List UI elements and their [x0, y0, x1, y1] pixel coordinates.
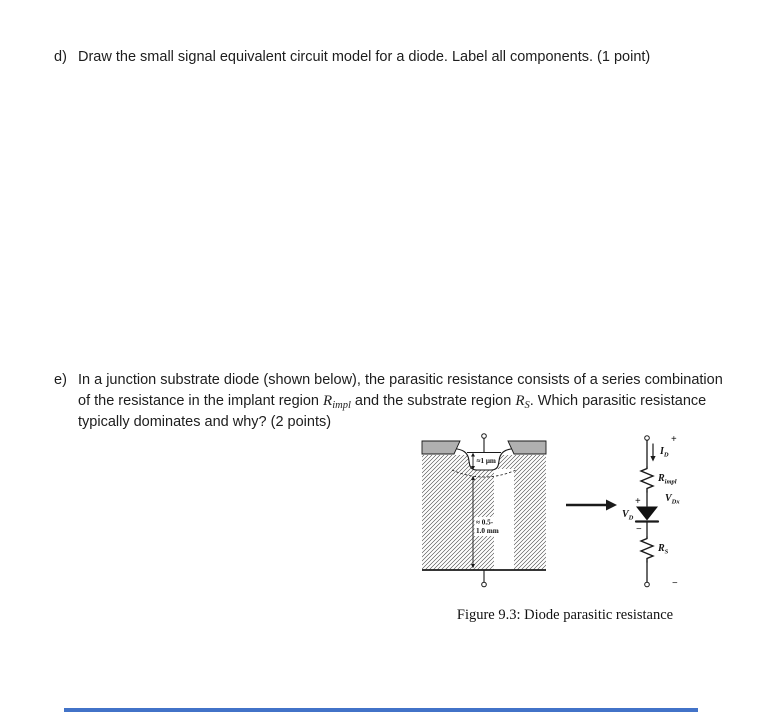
current-label: $I_D$	[660, 446, 669, 459]
math-r-s-sub: S	[524, 400, 530, 411]
resistor-rimpl-label: $R_{impl}$	[658, 473, 677, 486]
question-d-marker: d)	[54, 49, 67, 65]
contact-right	[508, 441, 546, 454]
question-e-line2	[78, 391, 723, 412]
vd-label: $V_D$	[622, 509, 634, 522]
question-d	[54, 47, 754, 68]
diode-cross-section	[422, 434, 546, 587]
substrate-region	[422, 455, 546, 570]
math-r-impl-sub: impl	[332, 400, 351, 411]
question-e-line1: In a junction substrate diode (shown below), the parasitic resistance consists of a series combination	[78, 372, 723, 388]
current-arrow-icon	[650, 444, 655, 462]
question-e-line2-post: . Which parasitic resistance	[529, 393, 707, 409]
circuit-top-terminal-icon	[645, 436, 650, 441]
bottom-accent-rule	[64, 708, 698, 712]
question-e	[54, 370, 754, 433]
question-e-marker: e)	[54, 372, 67, 388]
diode-plus-label: +	[635, 496, 641, 507]
question-d-text: Draw the small signal equivalent circuit model for a diode. Label all components. (1 point)	[78, 49, 651, 65]
circuit-bottom-terminal-icon	[645, 582, 650, 587]
diode-minus-label: −	[636, 524, 642, 535]
equivalent-circuit	[622, 434, 680, 589]
top-terminal-icon	[482, 434, 487, 439]
resistor-rs-icon	[641, 537, 653, 562]
diode-icon	[636, 507, 658, 522]
question-e-line3: typically dominates and why? (2 points)	[78, 414, 332, 430]
figure-caption: Figure 9.3: Diode parasitic resistance	[456, 607, 674, 623]
question-e-text	[78, 370, 723, 433]
math-r-s: R	[515, 393, 525, 409]
substrate-depth-label-line1: ≈ 0.5-	[476, 518, 494, 527]
contact-left	[422, 441, 460, 454]
bottom-terminal-icon	[482, 582, 487, 587]
arrow-right-icon	[566, 500, 617, 511]
resistor-rs-label: $R_S$	[658, 543, 669, 556]
vdx-label: $V_{Dx}$	[665, 493, 680, 506]
figure-diode-parasitic	[410, 425, 740, 600]
question-e-line2-mid: and the substrate region	[350, 393, 516, 409]
implant-depth-label: ≈1 μm	[476, 457, 496, 465]
circuit-plus-label: +	[671, 434, 677, 445]
substrate-depth-label-line2: 1.0 mm	[476, 527, 499, 535]
circuit-minus-label: −	[672, 578, 678, 589]
resistor-rimpl-icon	[641, 467, 653, 492]
question-e-line2-pre: of the resistance in the implant region	[78, 393, 324, 409]
math-r-impl: R	[323, 393, 333, 409]
